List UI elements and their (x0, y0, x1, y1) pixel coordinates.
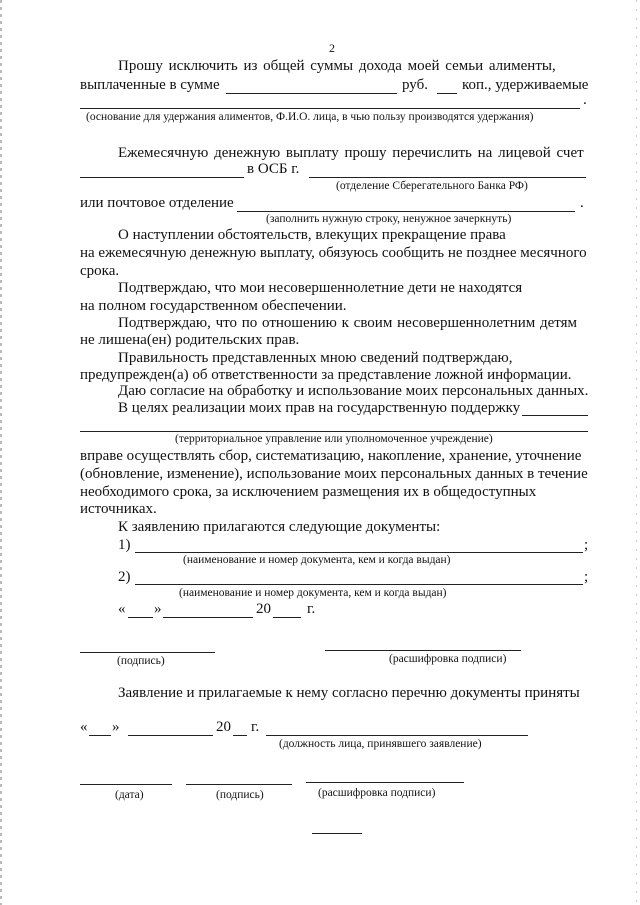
accepted-date-open-quote: « (80, 719, 88, 735)
attachment-1-hint: (наименование и номер документа, кем и когда выдан) (183, 554, 451, 566)
attachment-1-field[interactable] (135, 552, 583, 553)
accepted-date-day-field[interactable] (89, 735, 111, 736)
alimony-line-2-start: выплаченные в сумме (80, 77, 220, 93)
accepted-signature-field[interactable] (186, 784, 292, 785)
support-institution-field-start[interactable] (522, 415, 588, 416)
page-number: 2 (329, 41, 335, 55)
alimony-basis-field[interactable] (80, 108, 580, 109)
account-number-field[interactable] (80, 177, 244, 178)
date-year-prefix: 20 (256, 601, 271, 617)
date-open-quote: « (118, 601, 126, 617)
date-day-field[interactable] (128, 617, 153, 618)
alimony-amount-kop-field[interactable] (437, 93, 457, 94)
applicant-signature-decode-field[interactable] (325, 650, 521, 651)
support-line-3: (обновление, изменение), использование моих персональных данных в течение (80, 466, 588, 482)
accepted-date-close-quote: » (112, 719, 120, 735)
accepted-date-year-prefix: 20 (216, 719, 231, 735)
osb-label: в ОСБ г. (247, 161, 300, 177)
alimony-amount-rub-field[interactable] (226, 93, 397, 94)
accepted-position-field[interactable] (266, 735, 528, 736)
payment-line-1: Ежемесячную денежную выплату прошу перечислить на лицевой счет (118, 145, 584, 161)
accepted-date-year-suffix: г. (251, 719, 260, 735)
support-line-4: необходимого срока, за исключением размещения их в общедоступных (80, 484, 537, 500)
support-institution-field[interactable] (80, 431, 588, 432)
alimony-basis-period: . (583, 92, 587, 108)
confirm-rights-line-1: Подтверждаю, что по отношению к своим несовершеннолетним детям (118, 315, 578, 331)
osb-hint: (отделение Сберегательного Банка РФ) (336, 180, 528, 192)
scan-left-edge (0, 0, 2, 905)
attachment-1-semicolon: ; (584, 537, 589, 553)
accepted-decode-hint: (расшифровка подписи) (318, 787, 436, 799)
accepted-date-field[interactable] (80, 784, 172, 785)
accepted-signature-hint: (подпись) (216, 789, 264, 801)
date-year-field[interactable] (273, 617, 301, 618)
accepted-decode-field[interactable] (306, 782, 464, 783)
confirm-rights-line-2: не лишена(ен) родительских прав. (80, 332, 300, 348)
support-line-5: источниках. (80, 501, 157, 517)
date-close-quote: » (154, 601, 162, 617)
closing-rule (312, 833, 362, 834)
alimony-basis-hint: (основание для удержания алиментов, Ф.И.О. лица, в чью пользу производятся удержания) (86, 111, 534, 123)
post-office-field[interactable] (237, 211, 575, 212)
attachment-2-number: 2) (118, 569, 131, 585)
applicant-signature-hint: (подпись) (117, 655, 165, 667)
alimony-line-1: Прошу исключить из общей суммы дохода моей семьи алименты, (118, 58, 556, 74)
date-month-field[interactable] (163, 617, 253, 618)
accepted-title: Заявление и прилагаемые к нему согласно перечню документы приняты (118, 685, 580, 701)
applicant-signature-field[interactable] (80, 652, 215, 653)
accepted-date-hint: (дата) (115, 789, 144, 801)
consent-line: Даю согласие на обработку и использование моих персональных данных. (118, 383, 589, 399)
applicant-decode-hint: (расшифровка подписи) (389, 653, 507, 665)
accuracy-line-2: предупрежден(а) об ответственности за представление ложной информации. (80, 367, 572, 383)
attachments-heading: К заявлению прилагаются следующие документы: (118, 519, 441, 535)
alimony-line-2-end: коп., удерживаемые (462, 77, 589, 93)
post-office-label: или почтовое отделение (80, 195, 234, 211)
confirm-children-line-2: на полном государственном обеспечении. (80, 298, 347, 314)
attachment-1-number: 1) (118, 537, 131, 553)
notice-line-1: О наступлении обстоятельств, влекущих прекращение права (118, 227, 506, 243)
support-line-1: В целях реализации моих прав на государственную поддержку (118, 400, 521, 416)
scan-right-edge (636, 0, 637, 905)
accuracy-line-1: Правильность представленных мною сведений подтверждаю, (118, 350, 513, 366)
accepted-date-year-field[interactable] (233, 735, 247, 736)
accepted-date-month-field[interactable] (128, 735, 213, 736)
confirm-children-line-1: Подтверждаю, что мои несовершеннолетние дети не находятся (118, 280, 523, 296)
accepted-position-hint: (должность лица, принявшего заявление) (279, 738, 482, 750)
support-line-2: вправе осуществлять сбор, систематизацию, накопление, хранение, уточнение (80, 448, 582, 464)
attachment-2-semicolon: ; (584, 569, 589, 585)
post-office-hint: (заполнить нужную строку, ненужное зачеркнуть) (266, 213, 512, 225)
attachment-2-hint: (наименование и номер документа, кем и когда выдан) (179, 587, 447, 599)
support-institution-hint: (территориальное управление или уполномоченное учреждение) (175, 433, 493, 445)
notice-line-2: на ежемесячную денежную выплату, обязуюсь сообщить не позднее месячного (80, 245, 587, 261)
post-office-period: . (580, 195, 584, 211)
attachment-2-field[interactable] (135, 584, 583, 585)
notice-line-3: срока. (80, 263, 120, 279)
date-year-suffix: г. (307, 601, 316, 617)
osb-city-field[interactable] (309, 177, 586, 178)
alimony-rub-label: руб. (402, 77, 428, 93)
